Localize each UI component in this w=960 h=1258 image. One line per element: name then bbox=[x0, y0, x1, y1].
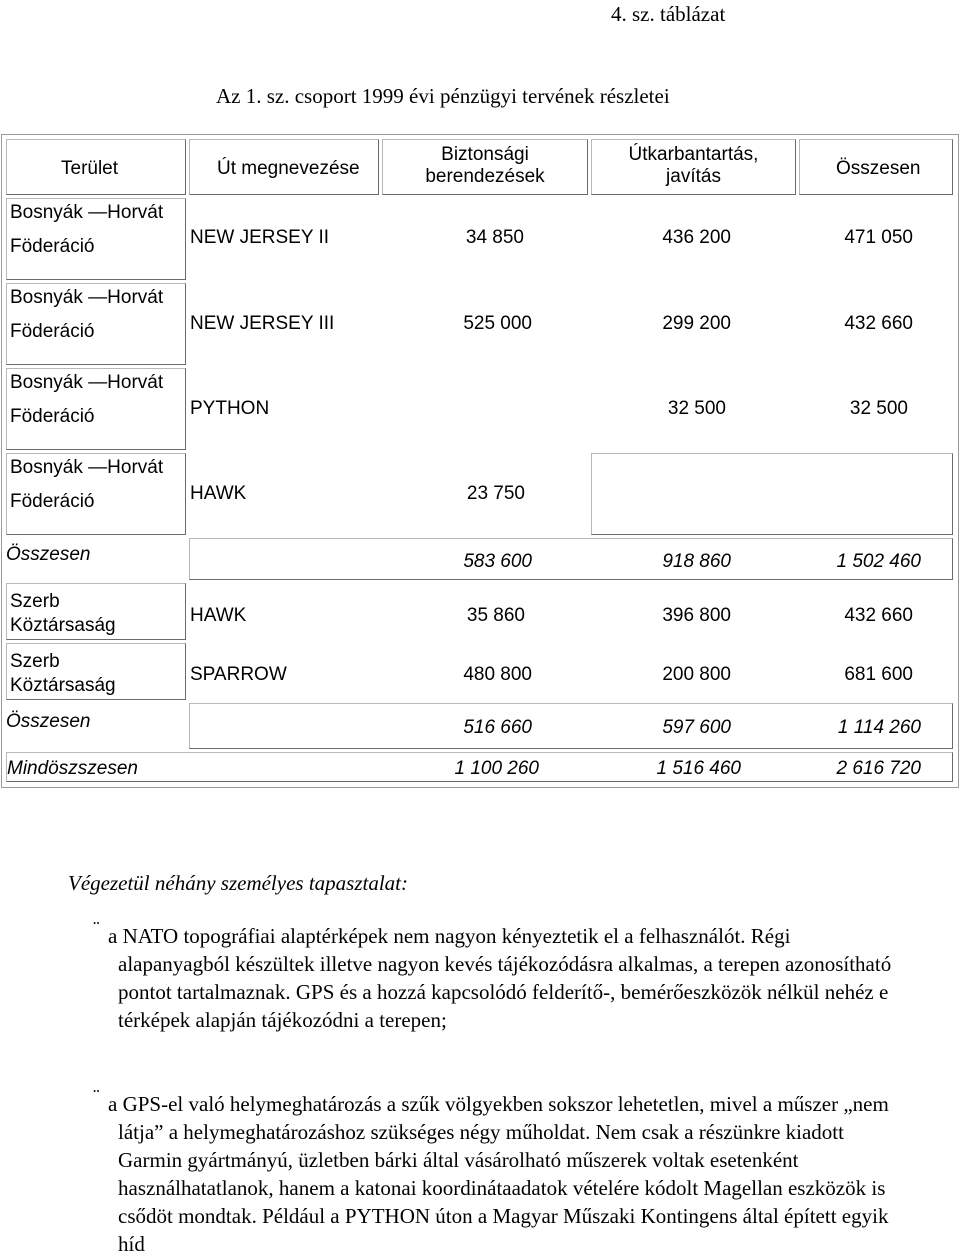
rs-area-line2: Köztársaság bbox=[10, 615, 116, 636]
header-security-cell bbox=[382, 139, 588, 195]
table-row-maintenance: 436 200 bbox=[662, 227, 731, 248]
rs-area-cell-2 bbox=[6, 643, 186, 700]
bullet-marker: ¨ bbox=[93, 1086, 100, 1108]
bh-subtotal-total: 1 502 460 bbox=[836, 551, 921, 572]
grand-total-maintenance: 1 516 460 bbox=[656, 758, 741, 779]
bh-subtotal-security: 583 600 bbox=[463, 551, 532, 572]
table-row-total: 432 660 bbox=[844, 605, 913, 626]
table-row-security: 23 750 bbox=[466, 483, 525, 504]
bh-area-cell-2 bbox=[6, 283, 186, 365]
grand-total-label: Mindöszszesen bbox=[7, 758, 138, 779]
grand-total-security: 1 100 260 bbox=[454, 758, 539, 779]
table-row-road: NEW JERSEY III bbox=[190, 313, 335, 334]
section-heading: Végezetül néhány személyes tapasztalat: bbox=[68, 871, 408, 895]
header-road-cell bbox=[189, 139, 379, 195]
table-title: Az 1. sz. csoport 1999 évi pénzügyi tervének részletei bbox=[216, 84, 670, 108]
table-row-security: 35 860 bbox=[466, 605, 525, 626]
rs-area-line1: Szerb bbox=[10, 651, 60, 672]
table-row-road: HAWK bbox=[190, 605, 247, 626]
header-road: Út megnevezése bbox=[217, 158, 360, 179]
header-security-line1: Biztonsági bbox=[441, 144, 529, 165]
rs-subtotal-total: 1 114 260 bbox=[837, 717, 921, 738]
table-row-maintenance: 200 800 bbox=[662, 664, 731, 685]
header-security-line2: berendezések bbox=[425, 166, 545, 187]
table-row-security: 34 850 bbox=[465, 227, 524, 248]
rs-area-cell-1 bbox=[6, 583, 186, 640]
grand-total-total: 2 616 720 bbox=[836, 758, 921, 779]
header-maintenance-line1: Útkarbantartás, bbox=[628, 144, 759, 165]
rs-area-line2: Köztársaság bbox=[10, 675, 116, 696]
table-row-total: 432 660 bbox=[844, 313, 913, 334]
header-total-cell bbox=[799, 139, 953, 195]
table-row-total: 681 600 bbox=[844, 664, 913, 685]
empty-cell bbox=[799, 198, 953, 280]
bh-subtotal-label: Összesen bbox=[6, 544, 91, 565]
table-row-road: SPARROW bbox=[190, 664, 287, 685]
table-row-maintenance: 299 200 bbox=[662, 313, 731, 334]
header-maintenance-line2: javítás bbox=[666, 166, 721, 187]
bh-area-cell-3 bbox=[6, 368, 186, 450]
bh-area-cell-1 bbox=[6, 198, 186, 280]
budget-table bbox=[1, 134, 959, 788]
table-row-security: 480 800 bbox=[463, 664, 532, 685]
table-row-road: HAWK bbox=[190, 483, 247, 504]
table-number: 4. sz. táblázat bbox=[611, 2, 726, 26]
header-total: Összesen bbox=[836, 158, 921, 179]
table-row-maintenance: 32 500 bbox=[667, 398, 726, 419]
table-row-total: 471 050 bbox=[844, 227, 913, 248]
header-area: Terület bbox=[61, 158, 119, 179]
bh-area-line1: Bosnyák —Horvát bbox=[10, 287, 164, 308]
bh-area-line1: Bosnyák —Horvát bbox=[10, 457, 164, 478]
table-row-total: 32 500 bbox=[849, 398, 908, 419]
bullet-marker: ¨ bbox=[93, 918, 100, 940]
header-area-cell bbox=[6, 139, 186, 195]
rs-area-line1: Szerb bbox=[10, 591, 60, 612]
header-maintenance-cell bbox=[591, 139, 796, 195]
bh-subtotal-maintenance: 918 860 bbox=[662, 551, 731, 572]
bullet-item-1: a NATO topográfiai alaptérképek nem nagyon kényeztetik el a felhasználót. Régi alapanyagból készültek illetve nagyon kevés tájékozódásra alkalmas, a terepen azonosítható pontot tartalmaznak. GPS és a hozzá kapcsolódó felderítő-, bemérőeszközök nélkül nehéz e térképek alapján tájékozódni a terepen; bbox=[108, 924, 892, 1032]
rs-subtotal-security: 516 660 bbox=[463, 717, 532, 738]
table-row-maintenance: 396 800 bbox=[662, 605, 731, 626]
bh-area-line2: Föderáció bbox=[10, 321, 95, 342]
bullet-item-2: a GPS-el való helymeghatározás a szűk völgyekben sokszor lehetetlen, mivel a műszer „nem látja” a helymeghatározáshoz szükséges négy műholdat. Nem csak a részünkre kiadott Garmin gyártmányú, üzletben bárki által vásárolható műszerek voltak esetenként használhatatlanok, hanem a katonai koordinátaadatok vételére kódolt Magellan eszközök is csődöt mondtak. Például a PYTHON úton a Magyar Műszaki Kontingens által épített egyik híd bbox=[108, 1092, 889, 1256]
bh-area-line2: Föderáció bbox=[10, 406, 95, 427]
table-row-road: PYTHON bbox=[190, 398, 270, 419]
table-row-road: NEW JERSEY II bbox=[190, 227, 330, 248]
bh-area-line2: Föderáció bbox=[10, 491, 95, 512]
rs-subtotal-maintenance: 597 600 bbox=[662, 717, 731, 738]
empty-cell bbox=[591, 453, 953, 535]
bh-area-line1: Bosnyák —Horvát bbox=[10, 202, 164, 223]
table-row-security: 525 000 bbox=[463, 313, 532, 334]
bh-area-line2: Föderáció bbox=[10, 236, 95, 257]
bh-area-line1: Bosnyák —Horvát bbox=[10, 372, 164, 393]
bh-area-cell-4 bbox=[6, 453, 186, 535]
rs-subtotal-label: Összesen bbox=[6, 711, 91, 732]
